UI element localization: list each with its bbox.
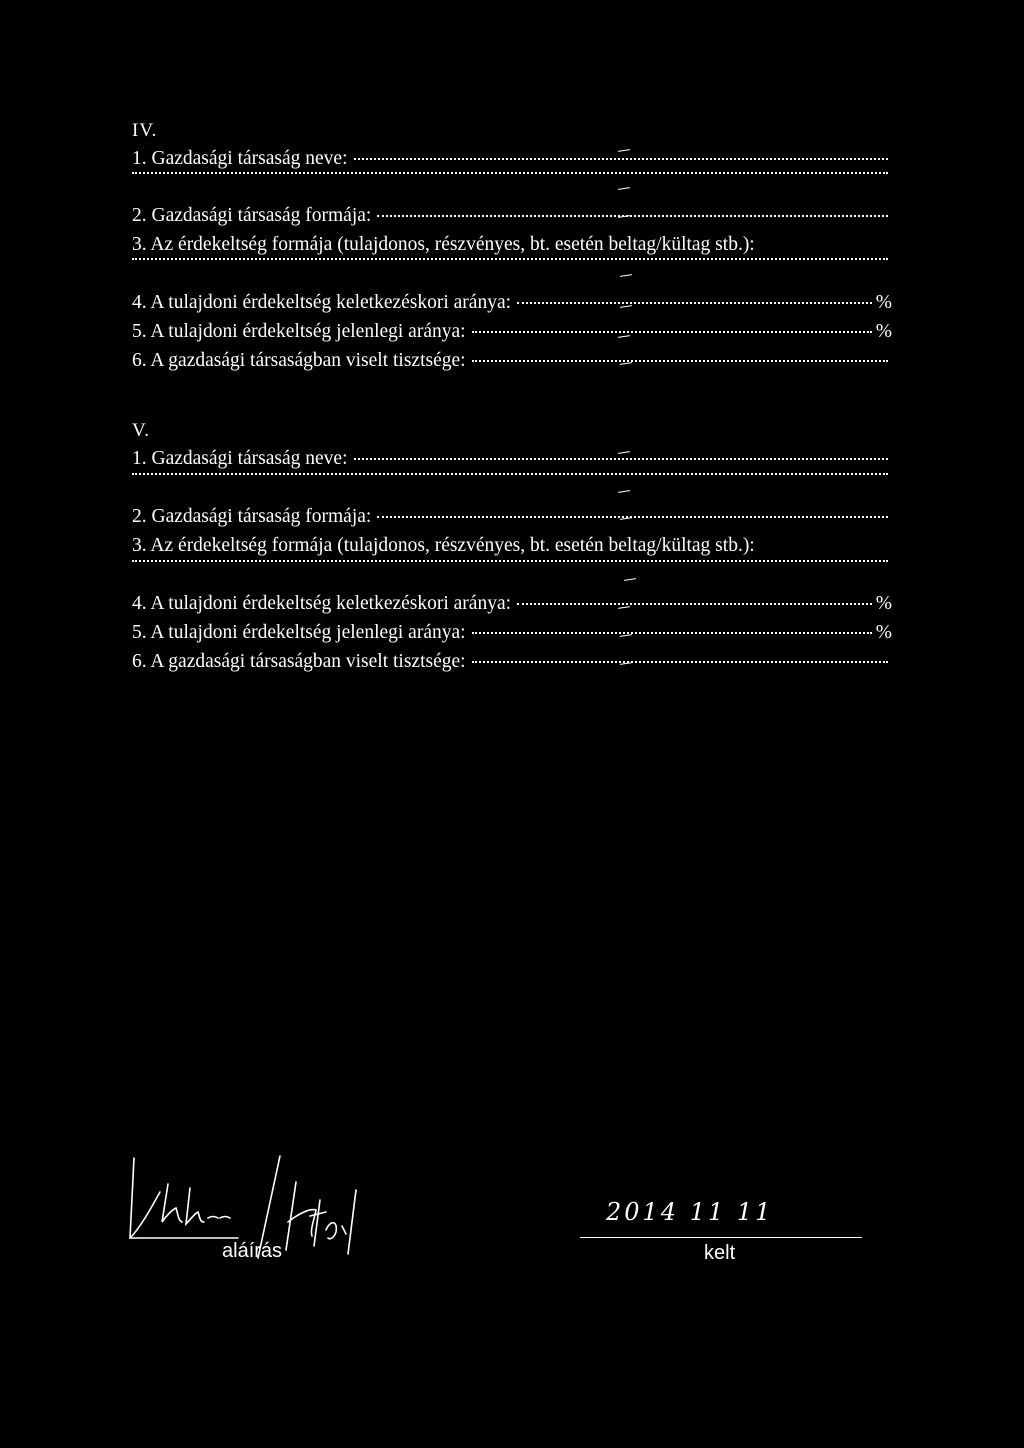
iv-interest-form-continuation[interactable] xyxy=(132,262,892,290)
iv-interest-form-field[interactable] xyxy=(132,258,888,260)
v-position-label: 6. A gazdasági társaságban viselt tisztsége: xyxy=(132,651,466,672)
date-label: kelt xyxy=(704,1242,736,1264)
v-current-share-row xyxy=(132,622,892,650)
iv-initial-share-label: 4. A tulajdoni érdekeltség keletkezéskori aránya: xyxy=(132,292,512,313)
v-company-name-field-2[interactable] xyxy=(132,473,888,475)
iv-initial-share-row xyxy=(132,292,892,320)
iv-current-share-row xyxy=(132,321,892,349)
date-underline xyxy=(580,1237,862,1238)
iv-position-label: 6. A gazdasági társaságban viselt tisztsége: xyxy=(132,350,466,371)
iv-company-form-row xyxy=(132,205,892,233)
v-company-form-field[interactable] xyxy=(377,516,888,518)
signature-label: aláírás xyxy=(222,1240,283,1262)
v-interest-form-row xyxy=(132,535,892,563)
v-initial-share-row xyxy=(132,593,892,621)
handwritten-date: 2014 11 11 xyxy=(606,1198,774,1226)
iv-company-form-field[interactable] xyxy=(377,215,888,217)
v-company-name-continuation[interactable] xyxy=(132,477,892,505)
v-initial-share-label: 4. A tulajdoni érdekeltség keletkezéskori aránya: xyxy=(132,593,512,614)
iv-company-form-label: 2. Gazdasági társaság formája: xyxy=(132,205,372,226)
v-company-name-row xyxy=(132,448,892,476)
v-company-form-row xyxy=(132,506,892,534)
iv-current-share-label: 5. A tulajdoni érdekeltség jelenlegi aránya: xyxy=(132,321,466,342)
v-initial-share-field[interactable] xyxy=(517,603,872,605)
v-interest-form-label: 3. Az érdekeltség formája (tulajdonos, részvényes, bt. esetén beltag/kültag stb.): xyxy=(132,535,755,556)
v-interest-form-field[interactable] xyxy=(132,560,888,562)
v-position-row xyxy=(132,651,892,679)
iv-initial-share-unit: % xyxy=(875,292,892,313)
v-company-name-field[interactable] xyxy=(354,458,889,460)
iv-position-row xyxy=(132,350,892,378)
v-initial-share-unit: % xyxy=(875,593,892,614)
iv-current-share-field[interactable] xyxy=(472,331,872,333)
section-iv-title: IV. xyxy=(132,120,158,141)
v-interest-form-continuation[interactable] xyxy=(132,564,892,592)
iv-interest-form-label: 3. Az érdekeltség formája (tulajdonos, részvényes, bt. esetén beltag/kültag stb.): xyxy=(132,234,755,255)
iv-company-name-continuation[interactable] xyxy=(132,176,892,204)
section-v-title: V. xyxy=(132,420,151,441)
iv-company-name-field-2[interactable] xyxy=(132,172,888,174)
v-current-share-unit: % xyxy=(875,622,892,643)
iv-initial-share-field[interactable] xyxy=(517,302,872,304)
iv-company-name-field[interactable] xyxy=(354,158,889,160)
v-current-share-label: 5. A tulajdoni érdekeltség jelenlegi aránya: xyxy=(132,622,466,643)
v-position-field[interactable] xyxy=(472,661,888,663)
iv-company-name-label: 1. Gazdasági társaság neve: xyxy=(132,148,348,169)
v-company-form-label: 2. Gazdasági társaság formája: xyxy=(132,506,372,527)
v-company-name-label: 1. Gazdasági társaság neve: xyxy=(132,448,348,469)
iv-position-field[interactable] xyxy=(472,360,888,362)
signature-area xyxy=(120,1150,440,1270)
iv-current-share-unit: % xyxy=(875,321,892,342)
v-current-share-field[interactable] xyxy=(472,632,872,634)
